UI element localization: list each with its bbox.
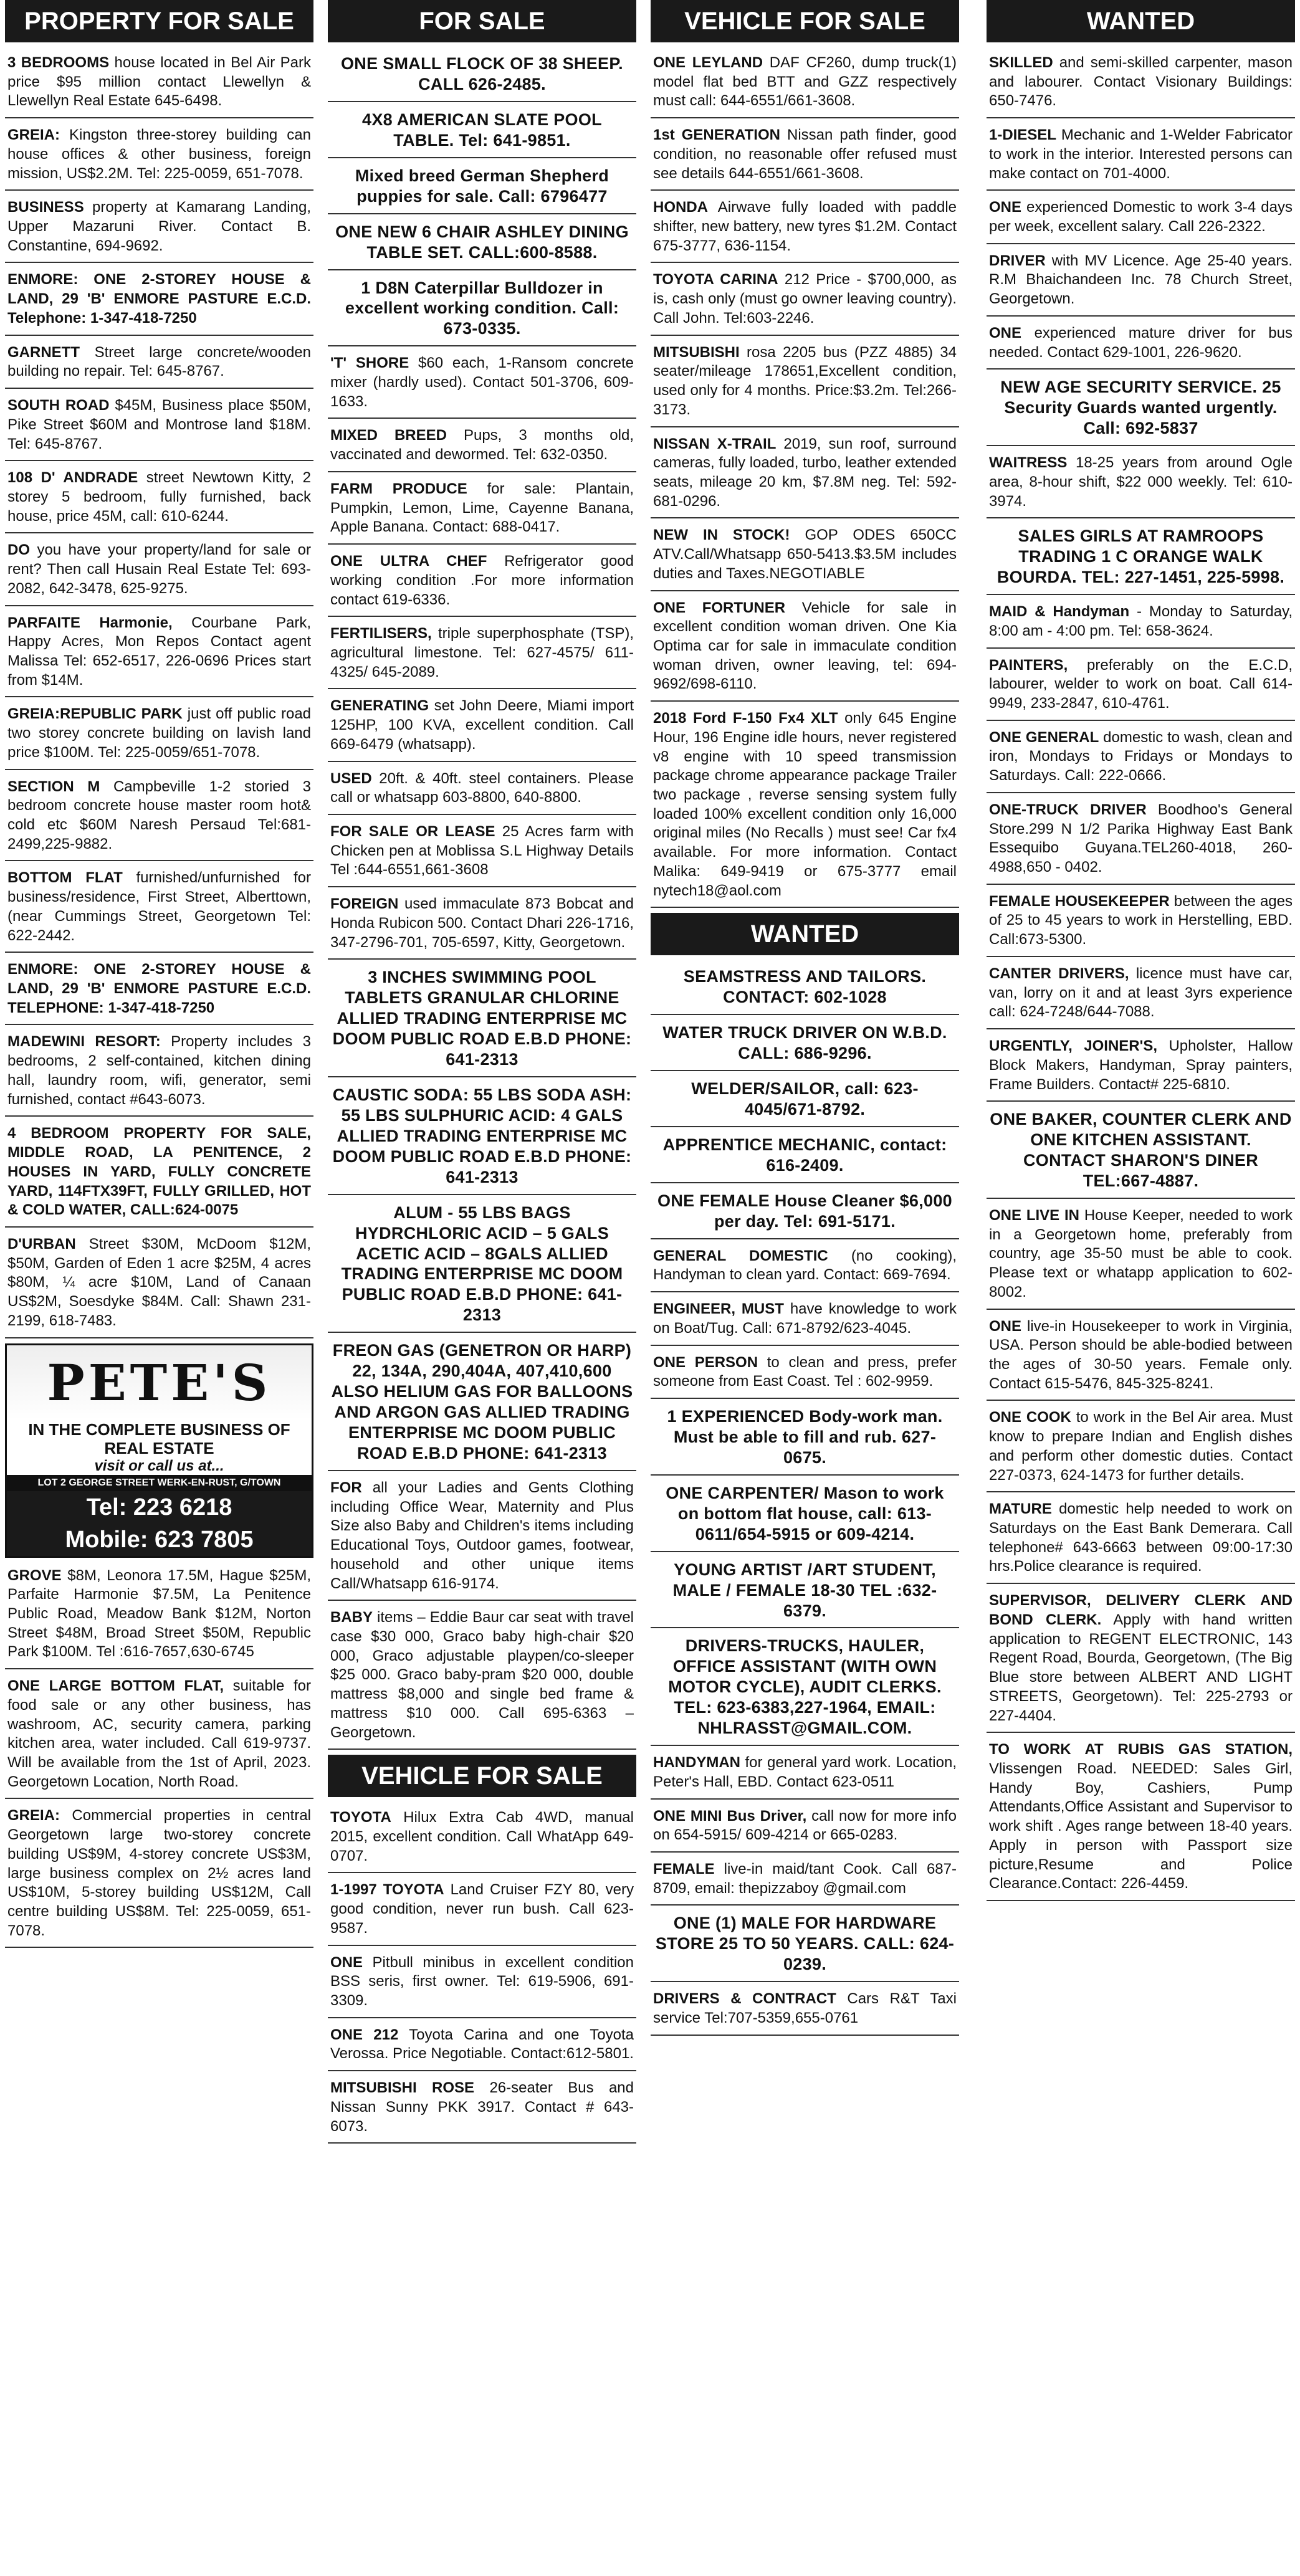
classified-ad — [651, 1297, 959, 1345]
ad-keyword: ONE MINI Bus Driver, — [653, 1807, 807, 1825]
classified-ad — [328, 424, 636, 472]
classified-ad — [987, 249, 1295, 317]
ads-list — [328, 51, 636, 1750]
ad-keyword: 4 BEDROOM PROPERTY FOR SALE, MIDDLE ROAD, LA PENITENCE, 2 HOUSES IN YARD, FULLY CONCRETE YARD, 114FTX39FT, FULLY GRILLED, HOT & COLD WATER, CALL:624-0075 — [7, 1125, 311, 1219]
ad-text: Pitbull minibus in excellent condition BSS seris, first owner. Tel: 619-5906, 691-3309. — [330, 1953, 634, 2009]
section-header: PROPERTY FOR SALE — [5, 0, 313, 42]
ad-keyword: 1-DIESEL — [989, 126, 1057, 144]
classified-ad — [651, 1244, 959, 1292]
classified-ad — [651, 123, 959, 191]
classified-ad — [5, 394, 313, 461]
ad-keyword: TOYOTA CARINA — [653, 271, 778, 289]
ad-keyword: MATURE — [989, 1500, 1052, 1518]
ad-text: preferably on the E.C.D, labourer, welder to work on boat. Call 614-9949, 233-2847, 610-4761. — [989, 656, 1293, 712]
ad-keyword: URGENTLY, JOINER'S, — [989, 1038, 1157, 1055]
classified-ad — [987, 196, 1295, 244]
ad-text: 25 Acres farm with Chicken pen at Moblissa S.L Highway Details Tel :644-6551,661-3608 — [330, 823, 634, 879]
ad-text: just off public road two storey concrete building on lavish land price $100M. Tel: 225-0059/651-7078. — [7, 705, 312, 761]
ad-text: Pups, 3 months old, vaccinated and dewormed. Tel: 632-0350. — [330, 427, 634, 464]
ad-text: (no cooking), Handyman to clean yard. Contact: 669-7694. — [653, 1247, 957, 1284]
ad-keyword: D'URBAN — [7, 1235, 76, 1252]
ad-keyword: ONE COOK — [989, 1409, 1071, 1426]
column-vehicle-for-sale — [651, 0, 959, 2576]
ad-text: to work in the Bel Air area. Must know to prepare Indian and English dishes and perform other domestic duties. Contact 227-0373, 624-1473 for further details. — [989, 1409, 1293, 1484]
ad-keyword: 'T' SHORE — [330, 355, 409, 372]
ad-keyword: MITSUBISHI ROSE — [330, 2079, 475, 2097]
ad-keyword: ONE BAKER, COUNTER CLERK AND ONE KITCHEN ASSISTANT. CONTACT SHARON'S DINER TEL:667-4887. — [990, 1110, 1292, 1191]
ad-keyword: FOREIGN — [330, 895, 399, 913]
ad-text: and semi-skilled carpenter, mason and labourer. Contact Visionary Buildings: 650-7476. — [989, 54, 1293, 110]
ad-keyword: TOYOTA — [330, 1809, 391, 1826]
classified-ad — [651, 268, 959, 335]
ad-text: used immaculate 873 Bobcat and Honda Rubicon 500. Contact Dhari 226-1716, 347-2796-701, 705-6597, Kitty, Georgetown. — [330, 895, 634, 951]
classified-ad — [328, 965, 636, 1077]
ad-text: street Newtown Kitty, 2 storey 5 bedroom, fully furnished, back house, price 45M, call: 610-6244. — [7, 469, 311, 525]
ad-keyword: GARNETT — [7, 343, 80, 361]
classified-ad — [651, 523, 959, 591]
classified-ad — [651, 432, 959, 519]
section-header: VEHICLE FOR SALE — [651, 0, 959, 42]
ad-keyword: ONE-TRUCK DRIVER — [989, 801, 1147, 818]
classified-ad — [328, 694, 636, 761]
classified-ad — [651, 1557, 959, 1629]
classified-ad — [987, 51, 1295, 118]
classified-ad — [987, 322, 1295, 370]
ad-text: Vlissengen Road. NEEDED: Sales Girl, Handy Boy, Cashiers, Pump Attendants,Office Assistant and Supervisor to work shift . Ages range between 18-40 years. Apply in person with Passport size picture,Resume and Police Clearance.Contact: 226-4459. — [989, 1760, 1293, 1892]
classified-ad — [328, 767, 636, 815]
ad-keyword: USED — [330, 770, 372, 787]
ad-keyword: WELDER/SAILOR, call: 623-4045/671-8792. — [691, 1079, 919, 1119]
ad-text: for general yard work. Location, Peter's Hall, EBD. Contact 623-0511 — [653, 1754, 957, 1790]
logo-mobile: Mobile: 623 7805 — [7, 1524, 312, 1556]
classified-ad — [987, 890, 1295, 957]
ad-text: 18-25 years from around Ogle area, 8-hour shift, $22 000 weekly. Tel: 610-3974. — [989, 454, 1293, 510]
ad-keyword: ONE PERSON — [653, 1353, 758, 1371]
ad-text: suitable for food sale or any other business, has washroom, AC, security camera, parking kitchen area, water included. Call 619-9737. Will be available from the 1st of April, 2023. Georgetown Location, North Road. — [7, 1677, 311, 1790]
ad-text: domestic to wash, clean and iron, Mondays to Fridays or Mondays to Saturdays. Call: 222-0666. — [989, 728, 1293, 785]
ad-text: - Monday to Saturday, 8:00 am - 4:00 pm. Tel: 658-3624. — [989, 603, 1293, 639]
ad-keyword: SALES GIRLS AT RAMROOPS TRADING 1 C ORANGE WALK BOURDA. TEL: 227-1451, 225-5998. — [997, 527, 1285, 587]
ad-keyword: NEW IN STOCK! — [653, 527, 790, 544]
section-header-wanted: WANTED — [651, 913, 959, 955]
ad-keyword: APPRENTICE MECHANIC, contact: 616-2409. — [662, 1135, 947, 1175]
classified-ad — [651, 1987, 959, 2035]
ad-keyword: SKILLED — [989, 54, 1053, 71]
ad-keyword: FARM PRODUCE — [330, 480, 467, 497]
logo-address: LOT 2 GEORGE STREET WERK-EN-RUST, G/TOWN — [7, 1475, 312, 1491]
ad-text: all your Ladies and Gents Clothing including Office Wear, Maternity and Plus Size also Baby and Children's items including Educational Toys, Outdoor games, footwear, household and other unique items Call/Whatsapp 616-9174. — [330, 1479, 634, 1592]
ad-text: only 645 Engine Hour, 196 Engine idle hours, never registered v8 engine with 10 speed transmission package chrome appearance package Trailer two package , reverse sensing system fully loaded 100% excellent condition only 16,000 original miles (No Recalls ) must see! Car fx4 available. For more information. Contact Malika: 649-9419 or 675-3777 email nytech18@aol.com — [653, 710, 957, 899]
classified-ad — [987, 1406, 1295, 1492]
ad-text: you have your property/land for sale or rent? Then call Husain Real Estate Tel: 693-2082, 642-3478, 625-9275. — [7, 541, 311, 597]
classified-ad — [651, 1404, 959, 1476]
classified-ad — [328, 1806, 636, 1873]
section-header-vehicle: VEHICLE FOR SALE — [328, 1755, 636, 1797]
ad-keyword: WAITRESS — [989, 454, 1068, 472]
ad-keyword: NISSAN X-TRAIL — [653, 435, 777, 452]
ad-keyword: FREON GAS (GENETRON OR HARP) 22, 134A, 290,404A, 407,410,600 ALSO HELIUM GAS FOR BALLOONS AND ARGON GAS ALLIED TRADING ENTERPRISE MC DOOM PUBLIC ROAD E.B.D PHONE: 641-2313 — [331, 1341, 633, 1462]
ads-list — [987, 51, 1295, 1901]
section-header: WANTED — [987, 0, 1295, 42]
classified-ad — [987, 798, 1295, 885]
ad-keyword: YOUNG ARTIST /ART STUDENT, MALE / FEMALE 18-30 TEL :632-6379. — [672, 1560, 937, 1620]
ad-text: House Keeper, needed to work in a Georgetown home, preferably from country, age 35-50 must be able to cook. Please text or whatapp application to 602-8002. — [989, 1206, 1293, 1300]
classified-ad — [5, 702, 313, 770]
classified-ad — [651, 1911, 959, 1982]
classified-ad — [328, 351, 636, 419]
classified-ad — [987, 1315, 1295, 1401]
ad-text: have knowledge to work on Boat/Tug. Call: 671-8792/623-4045. — [653, 1300, 957, 1337]
classified-ad — [5, 866, 313, 953]
ad-text: 20ft. & 40ft. steel containers. Please call or whatsapp 603-8800, 640-8800. — [330, 770, 634, 806]
classified-ad — [5, 466, 313, 533]
classified-ad — [651, 707, 959, 908]
ad-text: Upholster, Hallow Block Makers, Handyman, Spray painters, Frame Builders. Contact# 225-6810. — [989, 1038, 1293, 1093]
classified-ad — [328, 820, 636, 887]
ad-text: Refrigerator good working condition .For more information contact 619-6336. — [330, 553, 634, 608]
ad-keyword: ONE FORTUNER — [653, 599, 786, 616]
petes-real-estate-logo — [5, 1343, 313, 1558]
ad-keyword: 3 BEDROOMS — [7, 54, 110, 71]
ad-text: 2019, sun roof, surround cameras, fully loaded, turbo, leather extended seats, mileage 20 km, $7.8M neg. Tel: 592-681-0296. — [653, 435, 957, 510]
ad-keyword: 1 EXPERIENCED Body-work man. Must be able to fill and rub. 627-0675. — [667, 1407, 943, 1467]
ad-keyword: Mixed breed German Shepherd puppies for sale. Call: 6796477 — [355, 166, 609, 206]
ad-keyword: 108 D' ANDRADE — [7, 469, 138, 487]
classified-ad — [651, 964, 959, 1015]
classified-ad — [328, 51, 636, 102]
classified-ad — [328, 275, 636, 347]
ad-keyword: MIXED BREED — [330, 427, 447, 444]
ad-text: Vehicle for sale in excellent condition woman driven. One Kia Optima car for sale in immaculate condition woman driven, owner leaving, tel: 694-9692/698-6110. — [653, 599, 957, 693]
ad-text: 212 Price - $700,000, as is, cash only (must go owner leaving country). Call John. Tel:603-2246. — [653, 271, 957, 327]
ads-list — [651, 51, 959, 908]
classified-ad — [5, 196, 313, 263]
classified-ad — [651, 1188, 959, 1239]
classified-ad — [987, 1738, 1295, 1901]
classified-ad — [5, 268, 313, 335]
classified-ad — [987, 1204, 1295, 1310]
column-for-sale — [328, 0, 636, 2576]
ad-keyword: PAINTERS, — [989, 656, 1068, 674]
classified-ad — [5, 123, 313, 191]
classified-ad — [5, 775, 313, 862]
classified-ad — [328, 892, 636, 960]
ad-keyword: TO WORK AT RUBIS GAS STATION, — [989, 1741, 1293, 1758]
ad-keyword: ENMORE: ONE 2-STOREY HOUSE & LAND, 29 'B' ENMORE PASTURE E.C.D. Telephone: 1-347-418-7250 — [7, 271, 311, 327]
classified-ad — [5, 611, 313, 698]
ad-text: set John Deere, Miami import 125HP, 100 KVA, excellent condition. Call 669-6479 (whatsapp). — [330, 697, 634, 753]
ad-keyword: FEMALE — [653, 1861, 715, 1877]
classified-ad — [328, 107, 636, 158]
ad-text: Street large concrete/wooden building no repair. Tel: 645-8767. — [7, 343, 311, 380]
classified-ad — [5, 1030, 313, 1117]
classified-ad — [987, 1107, 1295, 1199]
ad-keyword: ONE (1) MALE FOR HARDWARE STORE 25 TO 50 YEARS. CALL: 624-0239. — [655, 1914, 955, 1974]
ad-keyword: HONDA — [653, 199, 708, 216]
ad-keyword: CAUSTIC SODA: 55 LBS SODA ASH: 55 LBS SULPHURIC ACID: 4 GALS ALLIED TRADING ENTERPRISE MC DOOM PUBLIC ROAD E.B.D PHONE: 641-2313 — [332, 1085, 632, 1186]
ad-text: $60 each, 1-Ransom concrete mixer (hardly used). Contact 501-3706, 609-1633. — [330, 355, 634, 410]
classified-ad — [328, 2023, 636, 2071]
ad-keyword: DRIVERS & CONTRACT — [653, 1990, 836, 2008]
ad-keyword: 1st GENERATION — [653, 126, 780, 144]
logo-subline: visit or call us at... — [94, 1457, 224, 1474]
ad-text: rosa 2205 bus (PZZ 4885) 34 seater/mileage 178651,Excellent condition, used only for 4 months. Price:$3.2m. Tel:266-3173. — [653, 343, 957, 418]
ad-text: call now for more info on 654-5915/ 609-4214 or 665-0283. — [653, 1807, 957, 1844]
ad-text: Hilux Extra Cab 4WD, manual 2015, excellent condition. Call WhatApp 649-0707. — [330, 1809, 634, 1864]
ad-text: 26-seater Bus and Nissan Sunny PKK 3917. Contact # 643-6073. — [330, 2079, 634, 2135]
ad-text: live-in Housekeeper to work in Virginia, USA. Person should be able-bodied between the ages of 30-50 years. Female only. Contact 615-5476, 845-325-8241. — [989, 1317, 1293, 1392]
classified-ad — [987, 451, 1295, 518]
classified-ad — [651, 1020, 959, 1071]
ad-text: Street $30M, McDoom $12M, $50M, Garden of Eden 1 acre $25M, 4 acres $80M, ¼ acre $10M, Land of Canaan US$2M, Soesdyke $84M. Call: Shawn 231-2199, 618-7483. — [7, 1235, 311, 1329]
classified-ad — [5, 1674, 313, 1799]
ad-keyword: HANDYMAN — [653, 1754, 740, 1772]
classified-ad — [328, 163, 636, 214]
ad-keyword: SOUTH ROAD — [7, 397, 110, 414]
classified-ad — [651, 1633, 959, 1746]
ad-keyword: DRIVER — [989, 252, 1046, 269]
classified-ad — [987, 123, 1295, 191]
ad-keyword: FEMALE HOUSEKEEPER — [989, 892, 1170, 910]
ad-text: with MV Licence. Age 25-40 years. R.M Bhaichandeen Inc. 78 Church Street, Georgetown. — [989, 252, 1293, 308]
ad-keyword: ONE CARPENTER/ Mason to work on bottom flat house, call: 613-0611/654-5915 or 609-4214. — [666, 1483, 944, 1543]
classified-ad — [651, 196, 959, 263]
ad-text: to clean and press, prefer someone from East Coast. Tel : 602-9959. — [653, 1353, 957, 1390]
ad-text: between the ages of 25 to 45 years to work in Herstelling, EBD. Call:673-5300. — [989, 892, 1293, 948]
ad-keyword: 3 INCHES SWIMMING POOL TABLETS GRANULAR CHLORINE ALLIED TRADING ENTERPRISE MC DOOM PUBLIC ROAD E.B.D PHONE: 641-2313 — [332, 968, 632, 1069]
ad-keyword: 2018 Ford F-150 Fx4 XLT — [653, 710, 838, 727]
classified-ad — [987, 1497, 1295, 1584]
ad-text: GOP ODES 650CC ATV.Call/Whatsapp 650-5413.$3.5M includes duties and Taxes.NEGOTIABLE — [653, 527, 957, 582]
classified-ad — [5, 51, 313, 118]
classified-ad — [987, 1589, 1295, 1733]
ad-text: Toyota Carina and one Toyota Verossa. Price Negotiable. Contact:612-5801. — [330, 2026, 634, 2063]
classified-ad — [651, 1858, 959, 1906]
classified-ad — [328, 1878, 636, 1945]
classified-ad — [5, 1233, 313, 1338]
ad-keyword: ONE FEMALE House Cleaner $6,000 per day. Tel: 691-5171. — [657, 1191, 952, 1231]
ad-text: live-in maid/tant Cook. Call 687-8709, email: thepizzaboy @gmail.com — [653, 1861, 957, 1897]
ad-keyword: GENERATING — [330, 697, 429, 715]
ad-keyword: WATER TRUCK DRIVER ON W.B.D. CALL: 686-9296. — [662, 1023, 947, 1063]
classified-ad — [987, 654, 1295, 721]
ad-text: Boodhoo's General Store.299 N 1/2 Parika Highway East Bank Essequibo Guyana.TEL260-4018, 260-4988,650 - 0402. — [989, 801, 1293, 876]
classified-ad — [987, 600, 1295, 648]
column-property-for-sale — [5, 0, 313, 2576]
ad-keyword: CANTER DRIVERS, — [989, 965, 1129, 982]
classified-ad — [328, 219, 636, 270]
ad-keyword: ALUM - 55 LBS BAGS HYDRCHLORIC ACID – 5 GALS ACETIC ACID – 8GALS ALLIED TRADING ENTERPRISE MC DOOM PUBLIC ROAD E.B.D PHONE: 641-2313 — [341, 1203, 623, 1325]
ads-list-2 — [5, 1564, 313, 1949]
ad-keyword: ONE NEW 6 CHAIR ASHLEY DINING TABLE SET. CALL:600-8588. — [335, 222, 629, 262]
ad-text: $45M, Business place $50M, Pike Street $60M and Montrose land $18M. Tel: 645-8767. — [7, 397, 311, 452]
classified-ad — [651, 1805, 959, 1853]
ad-keyword: GREIA: — [7, 126, 60, 144]
ad-keyword: MITSUBISHI — [653, 343, 740, 361]
ad-keyword: ONE 212 — [330, 2026, 399, 2043]
ads-list — [5, 51, 313, 1338]
ad-text: experienced Domestic to work 3-4 days per week, excellent salary. Call 226-2322. — [989, 199, 1293, 236]
classified-ad — [5, 1122, 313, 1228]
ad-text: Nissan path finder, good condition, no reasonable offer refused must see details 644-6551/661-3608. — [653, 126, 957, 182]
ad-text: experienced mature driver for bus needed. Contact 629-1001, 226-9620. — [989, 324, 1293, 361]
ad-keyword: ENMORE: ONE 2-STOREY HOUSE & LAND, 29 'B' ENMORE PASTURE E.C.D. TELEPHONE: 1-347-418-7250 — [7, 961, 311, 1016]
classified-ad — [328, 1338, 636, 1471]
classified-ad — [651, 1132, 959, 1183]
classified-ad — [5, 1804, 313, 1948]
ad-text: Airwave fully loaded with paddle shifter, new battery, new tyres $1.2M. Contact 675-3777, 636-1154. — [653, 199, 957, 254]
ad-keyword: ONE ULTRA CHEF — [330, 553, 487, 570]
ad-text: Commercial properties in central Georgetown large two-storey concrete building US$9M, 4-storey concrete US$3M, large business complex on 2½ acres land US$10M, 5-storey building US$12M, Call centre building US$8M. Tel: 225-0059, 651-7078. — [7, 1807, 311, 1939]
ad-text: domestic help needed to work on Saturdays on the East Bank Demerara. Call telephone# 643-6663 between 09:00-17:30 hrs.Police clearance is required. — [989, 1500, 1293, 1575]
ad-keyword: ONE — [989, 324, 1022, 341]
ad-text: triple superphosphate (TSP), agricultural limestone. Tel: 627-4575/ 611-4325/ 645-2089. — [330, 625, 634, 680]
ad-text: Apply with hand written application to REGENT ELECTRONIC, 143 Regent Road, Bourda, Georgetown, (The Big Blue store between ALBERT AND LIGHT STREETS, Georgetown). Tel: 225-2793 or 227-4404. — [989, 1611, 1293, 1724]
ad-keyword: GREIA:REPUBLIC PARK — [7, 705, 183, 723]
ad-keyword: 1 D8N Caterpillar Bulldozer in excellent working condition. Call: 673-0335. — [345, 278, 619, 338]
ad-keyword: ONE — [330, 1953, 363, 1971]
ad-text: house located in Bel Air Park price $95 million contact Llewellyn & Llewellyn Real Estate 645-6498. — [7, 54, 311, 110]
ad-keyword: SEAMSTRESS AND TAILORS. CONTACT: 602-1028 — [683, 967, 927, 1007]
ad-keyword: ONE LARGE BOTTOM FLAT, — [7, 1677, 224, 1695]
ad-keyword: ONE LIVE IN — [989, 1206, 1079, 1224]
classified-ad — [987, 726, 1295, 793]
section-header: FOR SALE — [328, 0, 636, 42]
ad-text: Property includes 3 bedrooms, 2 self-contained, kitchen dining hall, laundry room, wifi, generator, semi furnished, contact #643-6073. — [7, 1033, 311, 1108]
classified-ad — [5, 538, 313, 606]
ad-keyword: MAID & Handyman — [989, 603, 1130, 621]
ads-list-2 — [328, 1806, 636, 2144]
ad-text: Kingston three-storey building can house offices & other business, foreign mission, US$2.2M. Tel: 225-0059, 651-7078. — [7, 126, 311, 182]
ad-text: licence must have car, van, lorry on it and at least 3yrs experience call: 624-7248/644-7088. — [989, 965, 1293, 1021]
ad-keyword: BOTTOM FLAT — [7, 869, 123, 887]
classified-ad — [328, 477, 636, 545]
ad-text: property at Kamarang Landing, Upper Mazaruni River. Contact B. Constantine, 694-9692. — [7, 199, 311, 254]
column-wanted — [987, 0, 1295, 2576]
classified-ad — [328, 1951, 636, 2018]
ad-text: Campbeville 1-2 storied 3 bedroom concrete house master room hot& cold etc $60M Naresh Persaud Tel:681-2499,225-9882. — [7, 778, 311, 852]
classified-ad — [5, 958, 313, 1025]
classified-ad — [651, 596, 959, 702]
ad-keyword: FOR SALE OR LEASE — [330, 823, 495, 840]
ad-keyword: MADEWINI RESORT: — [7, 1033, 161, 1051]
ad-text: Cars R&T Taxi service Tel:707-5359,655-0761 — [653, 1990, 957, 2026]
ad-text: Mechanic and 1-Welder Fabricator to work in the interior. Interested persons can make contact on 701-4000. — [989, 126, 1293, 182]
ad-keyword: ONE GENERAL — [989, 728, 1099, 746]
classified-ad — [651, 1481, 959, 1552]
ad-text: DAF CF260, dump truck(1) model flat bed BTT and GZZ respectively must call: 644-6551/661-3608. — [653, 54, 957, 110]
ad-keyword: ONE SMALL FLOCK OF 38 SHEEP. CALL 626-2485. — [341, 54, 623, 93]
classified-ad — [987, 1034, 1295, 1102]
ad-keyword: SUPERVISOR, DELIVERY CLERK AND BOND CLERK. — [989, 1592, 1293, 1628]
ad-text: Land Cruiser FZY 80, very good condition, never run bush. Call 623-9587. — [330, 1881, 634, 1937]
classified-ad — [987, 374, 1295, 446]
classified-ad — [5, 341, 313, 389]
classified-ad — [328, 1082, 636, 1195]
ad-text: $8M, Leonora 17.5M, Hague $25M, Parfaite Harmonie $7.5M, La Penitence Public Road, Meadow Bank $12M, Norton Street $48M, Broad Street $50M, Republic Park $100M. Tel :616-7657,630-6745 — [7, 1567, 311, 1661]
ad-keyword: BABY — [330, 1609, 373, 1626]
ad-keyword: FERTILISERS, — [330, 625, 432, 642]
logo-telephone: Tel: 223 6218 — [7, 1491, 312, 1524]
ads-list-2 — [651, 964, 959, 2035]
ad-keyword: DRIVERS-TRUCKS, HAULER, OFFICE ASSISTANT (WITH OWN MOTOR CYCLE), AUDIT CLERKS. TEL: 623-6383,227-1964, EMAIL: NHLRASST@GMAIL.COM. — [668, 1636, 942, 1738]
classified-ad — [328, 1606, 636, 1750]
ad-keyword: 1-1997 TOYOTA — [330, 1881, 444, 1899]
ad-keyword: SECTION M — [7, 778, 100, 795]
ad-keyword: DO — [7, 541, 30, 559]
ad-text: for sale: Plantain, Pumpkin, Lemon, Lime, Cayenne Banana, Apple Banana. Contact: 688-0417. — [330, 480, 634, 536]
ad-keyword: ONE LEYLAND — [653, 54, 763, 71]
classified-ad — [651, 1751, 959, 1799]
ad-keyword: ONE — [989, 199, 1022, 216]
ad-keyword: 4X8 AMERICAN SLATE POOL TABLE. Tel: 641-9851. — [362, 110, 602, 150]
ad-text: items – Eddie Baur car seat with travel case $30 000, Graco baby high-chair $20 000, Graco adjustable playpen/co-sleeper $25 000. Graco baby-pram $20 000, double mattress $8,000 and single bed frame & mattress $10 000. Call 695-6363 – Georgetown. — [330, 1609, 634, 1741]
ad-text: furnished/unfurnished for business/residence, First Street, Alberttown, (near Cummings Street, Georgetown Tel: 622-2442. — [7, 869, 312, 944]
ad-keyword: ENGINEER, MUST — [653, 1300, 784, 1318]
ad-keyword: NEW AGE SECURITY SERVICE. 25 Security Guards wanted urgently. Call: 692-5837 — [1000, 378, 1281, 438]
ad-keyword: BUSINESS — [7, 199, 84, 216]
ad-keyword: ONE — [989, 1317, 1022, 1335]
classified-ad — [328, 550, 636, 617]
classified-ad — [5, 1564, 313, 1670]
ad-keyword: GENERAL DOMESTIC — [653, 1247, 828, 1264]
classified-ad — [328, 2076, 636, 2144]
ad-text: Courbane Park, Happy Acres, Mon Repos Contact agent Malissa Tel: 652-6517, 226-0696 Prices start from $14M. — [7, 614, 311, 689]
classified-ad — [651, 1351, 959, 1399]
classified-ad — [651, 51, 959, 118]
classified-ad — [651, 1076, 959, 1127]
classified-ad — [987, 962, 1295, 1029]
ad-keyword: PARFAITE Harmonie, — [7, 614, 173, 631]
classified-ad — [328, 622, 636, 689]
ad-keyword: FOR — [330, 1479, 362, 1496]
classified-ad — [328, 1476, 636, 1601]
classified-ad — [987, 523, 1295, 595]
logo-name: PETE'S — [7, 1345, 312, 1420]
ad-keyword: GROVE — [7, 1567, 62, 1584]
classified-ad — [328, 1200, 636, 1333]
classified-ad — [651, 341, 959, 427]
ad-keyword: GREIA: — [7, 1807, 60, 1825]
logo-tagline: IN THE COMPLETE BUSINESS OF REAL ESTATE — [28, 1419, 290, 1457]
